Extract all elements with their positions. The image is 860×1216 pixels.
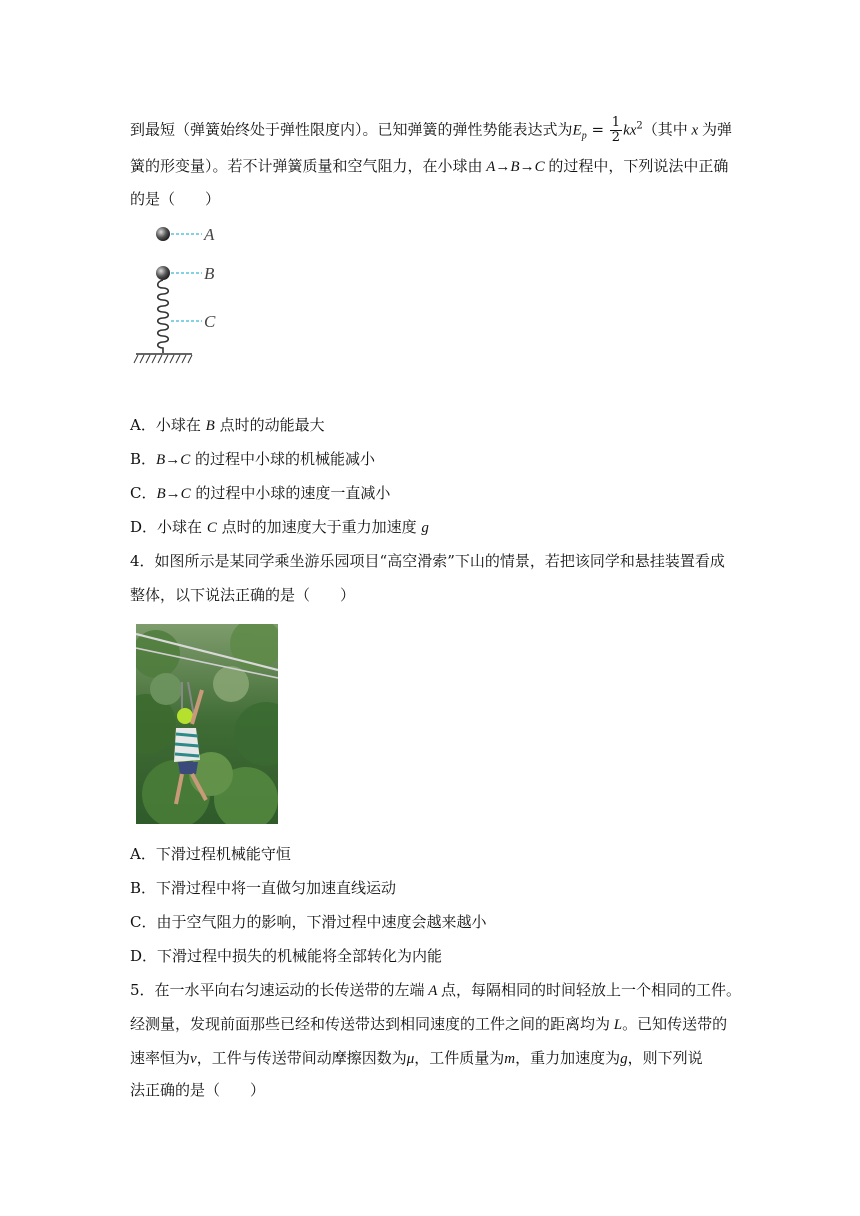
formula-fraction xyxy=(610,116,622,145)
fraction-denominator: 2 xyxy=(611,130,621,145)
option-var-g: g xyxy=(421,520,429,536)
formula-exponent: 2 xyxy=(636,120,643,132)
option-text: 小球在 xyxy=(155,416,206,434)
q4-option-c[interactable]: C．由于空气阻力的影响，下滑过程中速度会越来越小 xyxy=(130,913,487,931)
option-letter: A． xyxy=(130,416,156,434)
q3-option-c[interactable] xyxy=(130,483,390,504)
q4-option-a[interactable]: A．下滑过程机械能守恒 xyxy=(130,845,291,863)
q3-stem-line-1 xyxy=(130,116,732,147)
q5-stem-text: 。已知传送带的 xyxy=(622,1015,728,1033)
option-letter: D． xyxy=(130,518,158,536)
option-letter: B． xyxy=(130,450,157,468)
option-text: 点时的动能最大 xyxy=(214,416,325,434)
formula-equals: = xyxy=(586,120,609,139)
q4-option-d[interactable]: D．下滑过程中损失的机械能将全部转化为内能 xyxy=(130,947,443,965)
q3-stem-text: 的过程中，下列说法中正确 xyxy=(548,157,729,175)
var-g: g xyxy=(620,1051,628,1067)
option-text: 小球在 xyxy=(157,518,207,536)
var-m: m xyxy=(504,1051,516,1067)
q5-stem-text: ，则下列说 xyxy=(627,1049,703,1067)
q5-stem-line-2 xyxy=(130,1014,727,1035)
var-mu: μ xyxy=(406,1051,415,1067)
q4-stem-line-1: 4．如图所示是某同学乘坐游乐园项目“高空滑索”下山的情景，若把该同学和悬挂装置看成 xyxy=(130,552,725,570)
q5-stem-text: ，工件质量为 xyxy=(414,1049,505,1067)
q3-option-b[interactable] xyxy=(130,449,375,470)
var-x: x xyxy=(687,122,702,139)
q5-stem-text: 5．在一水平向右匀速运动的长传送带的左端 xyxy=(130,981,425,999)
ball-at-B xyxy=(156,266,170,280)
q5-stem-text: 经测量，发现前面那些已经和传送带达到相同速度的工件之间的距离均为 xyxy=(130,1015,611,1033)
q5-stem-text: ，重力加速度为 xyxy=(515,1049,621,1067)
ground-hatching xyxy=(134,355,192,363)
formula-subscript-p: p xyxy=(581,130,587,142)
fraction-numerator: 1 xyxy=(611,115,621,130)
q3-option-d[interactable] xyxy=(130,517,429,538)
var-L: L xyxy=(610,1017,623,1033)
option-var: B→C xyxy=(156,486,191,502)
option-text: 的过程中小球的速度一直减小 xyxy=(190,484,391,502)
q3-stem-text: 为弹 xyxy=(701,120,732,139)
q3-stem-line-2 xyxy=(130,156,728,177)
helmet xyxy=(177,708,193,724)
formula-kx: kx xyxy=(623,122,637,139)
spring-ball-figure xyxy=(128,222,228,372)
label-A: A xyxy=(204,225,215,244)
q4-stem-line-2: 整体，以下说法正确的是（ ） xyxy=(130,586,356,604)
formula-E: E xyxy=(572,122,582,139)
var-path-ABC: A→B→C xyxy=(482,159,549,175)
q5-stem-line-3 xyxy=(130,1048,703,1069)
q3-option-a[interactable] xyxy=(130,415,325,436)
var-A: A xyxy=(424,983,441,999)
q3-stem-text: 簧的形变量）。若不计弹簧质量和空气阻力，在小球由 xyxy=(130,157,483,175)
q5-stem-text: ，工件与传送带间动摩擦因数为 xyxy=(196,1049,407,1067)
q5-stem-line-4: 法正确的是（ ） xyxy=(130,1081,266,1099)
option-var: C xyxy=(206,520,217,536)
label-C: C xyxy=(204,312,216,331)
q5-stem-text: 速率恒为 xyxy=(130,1049,191,1067)
q5-stem-line-1 xyxy=(130,980,741,1001)
q3-stem-line-3: 的是（ ） xyxy=(130,190,221,208)
option-var: B xyxy=(205,418,215,434)
spring-coil xyxy=(158,280,169,353)
option-text: 点时的加速度大于重力加速度 xyxy=(216,518,422,536)
q3-stem-text: 到最短（弹簧始终处于弹性限度内）。已知弹簧的弹性势能表达式为 xyxy=(130,120,573,139)
q3-stem-text: （其中 xyxy=(642,120,688,139)
option-text: 的过程中小球的机械能减小 xyxy=(190,450,375,468)
option-var: B→C xyxy=(156,452,191,468)
q5-stem-text: 点，每隔相同的时间轻放上一个相同的工件。 xyxy=(440,981,741,999)
zipline-photo xyxy=(136,624,278,824)
var-v: v xyxy=(190,1051,197,1067)
label-B: B xyxy=(204,264,215,283)
option-letter: C． xyxy=(130,484,157,502)
q4-option-b[interactable]: B．下滑过程中将一直做匀加速直线运动 xyxy=(130,879,397,897)
ball-at-A xyxy=(156,227,170,241)
